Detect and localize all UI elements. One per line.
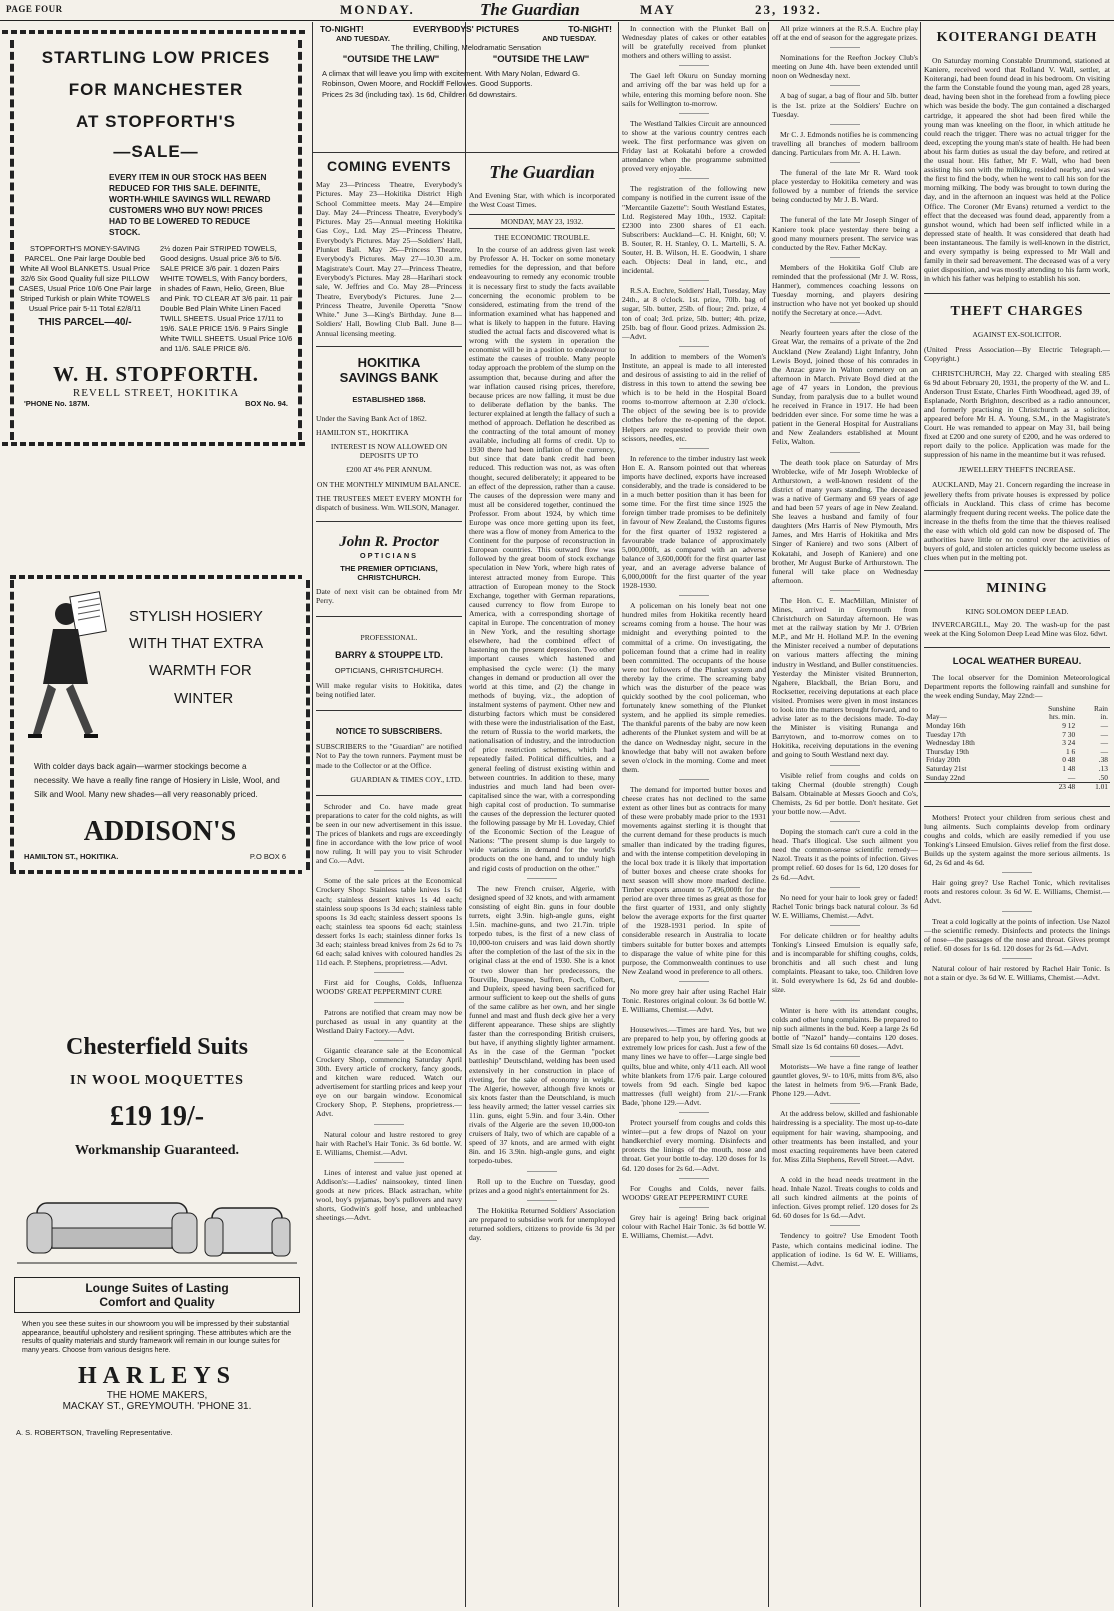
local-note-paragraph: The death took place on Saturday of Mrs Wroblecke, wife of Mr Joseph Wroblecke of Arthurstown, a well-known resident of the district of many years standing. The deceased was a native of Germany and 69 years of age and had been 57 years of age in New Zealand. She leaves a husband and family of four daughters (Mrs Harris of New Plymouth, Mrs James, and Mrs Harris of Hokitika and Mrs Singer of Kaniere) and two sons (Albert of Kokatahi, and Joseph of Kaniere) and one brother, Mr August Burke of Arthurstown. The funeral will take place on Wednesday afternoon. <box>772 457 918 585</box>
local-note-paragraph: Patrons are notified that cream may now be purchased as usual in any quantity at the Westland Dairy Factory.—Advt. <box>316 1007 462 1035</box>
column-3 <box>469 158 615 1608</box>
local-note-paragraph: Motorists—We have a fine range of leather gauntlet gloves, 9/- to 10/6, mitts from 8/6, also the latest in helmets from 9/6.—Frank Bade, Phone 129.—Advt. <box>772 1062 918 1099</box>
addison-name: ADDISON'S <box>83 816 237 847</box>
cinema-tonight-left: TO-NIGHT! <box>320 24 364 34</box>
weather-row: Saturday 21st 1 48 .13 <box>926 763 1108 773</box>
weather-title: LOCAL WEATHER BUREAU. <box>952 655 1082 667</box>
stopforth-parcel-list: STOPFORTH'S MONEY-SAVING PARCEL. One Pair large Double bed White All Wool BLANKETS. Usual Price 32/6 Six Good Quality full size PILLOW CASES, Usual Price 10/6 One Pair large Striped Turkish or plain White TOWELS Usual Price pair 5-11 Total £2/8/11 <box>18 244 152 313</box>
bank-heading-1: HOKITIKA <box>357 355 421 371</box>
harleys-tagline: THE HOME MAKERS, <box>106 1390 208 1401</box>
bank-interest: INTEREST IS NOW ALLOWED ON DEPOSITS UP TO <box>330 442 448 461</box>
proctor-sub: OPTICIANS <box>359 550 419 560</box>
column-6-ads <box>924 813 1110 982</box>
cinema-venue: EVERYBODYS' PICTURES <box>412 24 520 34</box>
harleys-rep: A. S. ROBERTSON, Travelling Representative. <box>16 1428 173 1437</box>
local-note-paragraph: Members of the Hokitika Golf Club are reminded that the professional (Mr J. W. Ross, Hanmer), commences coaching lessons on Tuesday morning, and players desiring instruction who have not yet booked up should notify the Secretary at once.—Advt. <box>772 262 918 318</box>
addison-heading-4: WINTER <box>174 690 234 707</box>
local-note-paragraph: The demand for imported butter boxes and cheese crates has not declined to the same extent as other lines but as contracts for many of these were probably made prior to the 1931 movements against sterling it is thought that the current demand for these products is much smaller than indicated by the trading figures, and with the intense competition developing in the local box trade it is likely that importation of butter boxes and cheese crate shooks for next season will show more marked decline. Timber exports amount to 7,496,000ft for the period are over three times as great as those for the first quarter of 1931, and only slightly below the average exports for the first quarter of the 1928-1931 period. In spite of considerable research in Australia to locate timbers suitable for butter boxes and attempts to disparage the value of white pine for this purpose, the Commonwealth continues to use New Zealand wood in preference to all others. <box>622 784 766 976</box>
local-note-paragraph: The funeral of the late Mr Joseph Singer of Kaniere took place yesterday there being a good many mourners present. The service was conducted by the Rev. Father McKay. <box>772 215 918 252</box>
mining-body: INVERCARGILL, May 20. The wash-up for the past week at the King Solomon Deep Lead Mine was 6loz. 6dwt. <box>924 620 1110 639</box>
local-note-paragraph: A bag of sugar, a bag of flour and 5lb. butter is the 1st. prize at the Soldiers' Euchre on Tuesday. <box>772 91 918 119</box>
bank-heading-2: SAVINGS BANK <box>339 370 439 386</box>
weather-row: Sunshine Rain <box>1048 703 1108 713</box>
stopforth-street: REVELL STREET, HOKITIKA <box>72 387 240 399</box>
masthead-month: MAY <box>640 2 676 17</box>
addison-body: With colder days back again—warmer stockings become a necessity. We have a really fine range of Hosiery in Lisle, Wool, and Silk and Wool. Many new shades—all very reasonably priced. <box>34 762 280 799</box>
barry-heading: PROFESSIONAL. <box>360 633 418 643</box>
theft-title: THEFT CHARGES <box>950 304 1084 320</box>
harleys-heading-1: Chesterfield Suits <box>66 1034 248 1060</box>
masthead-paper: The Guardian <box>480 0 580 19</box>
local-note-paragraph: Doping the stomach can't cure a cold in the head. That's illogical. Use such ailment you need the common-sense scientific remedy—Nazol. Treats it as the points of infection. Gives prompt relief. 60 doses for 1s 6d, 120 doses for 2s 6d.—Advt. <box>772 827 918 882</box>
jewel-title: JEWELLERY THEFTS INCREASE. <box>958 465 1076 475</box>
column-6 <box>924 24 1110 1608</box>
local-note-paragraph: A cold in the head needs treatment in the head. Inhale Nazol. Treats coughs to colds and all such kindred ailments at the points of infection. Gives prompt relief. 120 doses for 2s 6d. 60 doses for 1s 6d.—Advt. <box>772 1174 918 1221</box>
bank-minimum: ON THE MONTHLY MINIMUM BALANCE. <box>316 479 462 489</box>
local-note-paragraph: All prize winners at the R.S.A. Euchre play off at the end of season for the aggregate prizes. <box>772 24 918 43</box>
local-note-paragraph: The Westland Talkies Circuit are announced to show at the various country centres each week. The first performance was given on Friday last at Kokatahi before a crowded attendance when the programme submitted proved very enjoyable. <box>622 118 766 174</box>
local-note-paragraph: For Coughs and Colds, never fails. WOODS' GREAT PEPPERMINT CURE <box>622 1183 766 1202</box>
editorial-paragraph: In the course of an address given last week by Professor A. H. Tocker on some monetary remedies for the depression, and that before endeavouring to remedy any economic trouble it is necessary first to study the facts available concerning the economic problem to be considered, estimating from the trend of the information examined what has happened and what is likely to happen in the future. Having studied the actual facts and discovered what is wrong with the system in operation the economist will be in a position to endeavour to estimate the causes of trouble. Many people today approach the problem of the slump on the assumption that, because during and after the war inflation caused rising prices, therefore, because prices are now falling, it must be due to deliberate deflation by the banks. The lecturer explained at length the fallacy of such a method of approach. Deflation he described as the contracting of the total amount of money available, including all forms of credit. Up to 1930 there had been inflation of the currency, but since that date bank credit had been reduced. This reduction was not, as was often thought, secured deliberately; it appeared to be an effect of the depression, rather than a cause. The causes of the depression were many and must all be considered together, continued the Professor. From about 1924, by which time Europe was once more getting upon its feet, there was a flow of money from America to the Continent for the purpose of reconstruction in European countries. This outward flow was followed by the great boom of stock exchange speculation in New York, where high rates of interest attracted money from Europe. This attraction of European money to the Stock Exchange, together with German reparations, caused currency to flow from Europe to America, with a corresponding shortage of capital in Europe. The concentration of money in New York, and the resulting shortage elsewhere, had the combined effect of hastening on the present depression. Two other important causes which hastened and emphasised the cycle were: (1) the many changes in demand or production all over the world at this time, and (2) the change in methods of buying, viz., the adoption of instalment systems of payment. Other new and disturbing factors which must be considered with these were the industrialisation of the East, the return of Russia to the world markets, the nationalisation of industry, and the introduction of price restriction schemes, which had repeatedly failed. Political difficulties, and a general feeling of distrust existing within and between countries. In addition to these, many industries and much land had been over-capitalised since the war, with a corresponding high capital cost of production. To summarise the causes of the depression the lecturer quoted the following passage by Mr H. Loveday, Chief of the Economic Section of the League of Nations: "The present slump is due largely to wide variations in demand for the world's products on the one hand, and to unduly high and rigid costs of production on the other." <box>469 245 615 873</box>
column-5 <box>772 24 918 1608</box>
masthead-day: MONDAY. <box>340 2 415 17</box>
proctor-visit: Date of next visit can be obtained from Mr Perry. <box>316 586 462 606</box>
stopforth-towel-list: 2½ dozen Pair STRIPED TOWELS, Good designs. Usual price 3/6 to 5/6. SALE PRICE 3/6 pair. 1 dozen Pairs WHITE TOWELS, With Fancy borders, in shades of Fawn, Helio, Green, Blue and Pink. TO CLEAR AT 3/6 pair. 11 pair Double Bed Plain White Linen Faced TWILL SHEETS. Usual Price 17/11 to 19/6. SALE PRICE 15/6. 9 Pairs Single White TWILL SHEETS. Usual Price 10/6 and 11/6. SALE PRICE 8/6. <box>160 244 293 353</box>
editorial-paragraph: The Hokitika Returned Soldiers' Association are prepared to subsidise work for unemployed returned soldiers, citizens to provide 6s 3d per day. <box>469 1205 615 1243</box>
local-note-paragraph: Winter is here with its attendant coughs, colds and other lung complaints. Be prepared to nip such ailments in the bud. Keep a large 2s 6d bottle of "Nazol" handy—contains 120 doses. Small size 1s 6d contains 60 doses.—Advt. <box>772 1005 918 1051</box>
column-4 <box>622 24 766 1608</box>
stopforth-phone: 'PHONE No. 187M. <box>24 399 90 408</box>
theft-assoc: (United Press Association—By Electric Telegraph.—Copyright.) <box>924 345 1110 364</box>
editorial-paragraph: Roll up to the Euchre on Tuesday, good prizes and a good night's entertainment for 2s. <box>469 1176 615 1195</box>
cinema-days-left: AND TUESDAY. <box>336 34 390 43</box>
local-note-paragraph: For delicate children or for healthy adults Tonking's Linseed Emulsion is equally safe, and is incomparable for shifting coughs, colds, bronchitis and all such chest and lung complaints. Pleasant to take, too. Children love it. Sold everywhere 1s 6d, 2s 6d and double-size. <box>772 930 918 995</box>
jewel-body: AUCKLAND, May 21. Concern regarding the increase in jewellery thefts from private houses is expressed by police officials in Auckland. This class of crime has become alarmingly frequent during recent weeks. The police date the increase in the thefts from the time that the thieves realised the ease with which old gold can now be disposed of. The authorities have little or no control over the activities of buyers of gold, and stolen articles quickly become useless as clues when put in the melting pot. <box>924 480 1110 563</box>
masthead <box>0 0 1114 21</box>
stopforth-heading-3: AT STOPFORTH'S <box>75 112 237 131</box>
bank-trustees: THE TRUSTEES MEET EVERY MONTH for dispatch of business. Wm. WILSON, Manager. <box>316 493 462 512</box>
addison-ad <box>10 580 310 870</box>
column-2-locals <box>316 802 462 1223</box>
harleys-banner-2: Comfort and Quality <box>99 1295 215 1309</box>
weather-row: May— hrs. min. in. <box>926 712 1108 722</box>
koiterangi-body: On Saturday morning Constable Drummond, stationed at Kaniere, received word that Rolland V. Wall, settler, at Koiterangi, had been found dead in his bedroom. On visiting the farm the Constable found the young man, aged 28 years, dead, having been shot in the forehead from a fowling piece which was beside the body. The gun contained a discharged cartridge, it appeared the shot had been fired while the young man was kneeling on the floor, in which attitude he could reach the trigger. There was no actual trigger for the deed, excepting the young man's state of health. He had been about his farm duties as usual the day before, and retired at the usual hour. His father, Mr F. Wall, who had been assisting his son with the milking, resided nearby, and was the first to find the body, when he went to call his son for the morning milking. The body was brought to town during the day, and in the afternoon an inquest was held at the Police Office. The Coroner (Mr Evans) returned a verdict to the effect that the deceased was found dead, apparently from a gunshot wound, which had been self inflicted while in a depressed state of health. It was considered that death had been instantaneous. The family is well-known in the district, and every sympathy is being expressed to Mr Wall and family in their sad bereavement. The deceased was of a very quiet disposition, and was mostly attending to his farm work, in which his father was helping to establish his son. <box>924 56 1110 284</box>
local-note-paragraph: Natural colour and lustre restored to grey hair with Rachel's Hair Tonic. 3s 6d bottle. W. E. Williams, Chemist.—Advt. <box>316 1129 462 1157</box>
weather-table <box>924 705 1110 792</box>
addison-address: HAMILTON ST., HOKITIKA. <box>24 852 119 861</box>
bank-act: Under the Saving Bank Act of 1862. <box>316 414 427 424</box>
bank-amount: £200 AT 4% PER ANNUM. <box>346 465 432 475</box>
weather-body: The local observer for the Dominion Meteorological Department reports the following rainfall and sunshine for the week ending Sunday, May 22nd:— <box>924 672 1110 700</box>
lounge-suite-illustration <box>17 1173 297 1273</box>
local-note-paragraph: In addition to members of the Women's Institute, an appeal is made to all interested and desirous of assisting to aid in the relief of distress in this town to attend the sewing bee which is to be held in the Hospital Board rooms to-morrow afternoon at 2.30 o'clock. The object of the sewing bee is to provide clothes before the re-opening of the depot. Helpers are requested to provide their own scissors, needles, etc. <box>622 351 766 443</box>
editorial-paragraph: The new French cruiser, Algerie, with designed speed of 32 knots, and with armament consisting of eight 8in. guns in four double turrets, eight 3.9in. high-angle guns, eight 1.5in. machine-guns, and two 21.7in. triple torpedo tubes, is the first of a new class of 10,000-ton cruisers and was laid down shortly after the completion of the last of the six in the original class at the end of 1930. She is a knot or two slower than her predecessors, the Tourville, Duquesne, Suffren, Foch, Colbert, and Dupleix, speed having been sacrificed for armour sufficient to keep out the shells of guns of the same calibre as her own, and her single funnel and mast and flush deck give her a very different appearance. These ships are slightly faster than the corresponding British cruisers, but have, if anything slightly lighter armament. As in the case of the German "pocket battleship" Deutschland, welding has been used extensively in her construction in place of riveting, for the sake of economy in weight. The Algerie, however, although five knots or six knots faster than the Deutschland, is much less heavily armed; the latter vessel carries six 11in. guns, eight 5.9in. and four 3.4in. Other rivals of the Algerie are the seven 10,000-ton cruisers of Italy, two of which are capable of a speed of 37 knots, and are armed with eight 8in. and 16 3.9in. high-angle guns, and eight torpedo-tubes. <box>469 883 615 1166</box>
local-note-paragraph: Tendency to goitre? Use Emodent Tooth Paste, which contains medicinal iodine. The application of iodine. 1s 6d W. E. Williams, Chemist.—Advt. <box>772 1231 918 1268</box>
mining-sub: KING SOLOMON DEEP LEAD. <box>965 607 1069 617</box>
local-note-paragraph: Nominations for the Reefton Jockey Club's meeting on June 4th. have been extended until noon on Wednesday next. <box>772 53 918 81</box>
cinema-tonight-right: TO-NIGHT! <box>568 24 612 34</box>
proctor-ad <box>316 522 462 617</box>
local-note-paragraph: The Gael left Okuru on Sunday morning and arriving off the bar was held up for a while, entering this morning before noon. She sails for Wellington to-morrow. <box>622 71 766 108</box>
koiterangi-title: KOITERANGI DEATH <box>936 30 1098 45</box>
advert-paragraph: Mothers! Protect your children from serious chest and lung ailments. Such complaints develop from ordinary coughs and colds, which are easily remedied if you use Tonking's Linseed Emulsion. Gives relief from the first dose. Builds up the system against the more serious ailments. 1s 6d, 2s 6d and 4s 6d. <box>924 812 1110 868</box>
subscribers-body: SUBSCRIBERS to the "Guardian" are notified Not to Pay the town runners. Payment must be made to the Collector or at the Office. <box>316 742 462 770</box>
stopforth-name: W. H. STOPFORTH. <box>52 362 260 386</box>
mining-title: MINING <box>986 581 1048 597</box>
editorial-date: MONDAY, MAY 23, 1932. <box>469 214 615 229</box>
stopforth-intro: EVERY ITEM IN OUR STOCK HAS BEEN REDUCED FOR THIS SALE. DEFINITE, WORTH-WHILE SAVINGS WILL REWARD CUSTOMERS WHO BUY NOW! PRICES HAD TO BE LOWERED TO REDUCE STOCK. <box>109 172 271 237</box>
cinema-ad <box>316 22 616 152</box>
stopforth-box: BOX No. 94. <box>245 399 288 408</box>
cinema-body: A climax that will leave you limp with excitement. With Mary Nolan, Edward G. Robinson, Owen Moore, and Rockliff Fellowes. Good Supports. <box>322 69 581 88</box>
local-note-paragraph: No need for your hair to look grey or faded! Rachel Tonic brings back natural colour. 3s 6d W. E. Williams, Chemist.—Advt. <box>772 892 918 920</box>
weather-row: Sunday 22nd — .50 <box>926 772 1108 782</box>
cinema-prices: Prices 2s 3d (including tax). 1s 6d, Children 6d downstairs. <box>322 90 518 99</box>
bank-ad <box>316 355 462 522</box>
proctor-logo: John R. Proctor <box>339 533 439 550</box>
weather-row: 23 48 1.01 <box>924 783 1110 792</box>
local-note-paragraph: Grey hair is ageing! Bring back original colour with Rachel Hair Tonic. 3s 6d bottle W. E. Williams, Chemist.—Advt. <box>622 1212 766 1240</box>
harleys-name: HARLEYS <box>77 1363 237 1389</box>
local-note-paragraph: Some of the sale prices at the Economical Crockery Shop: Stainless table knives 1s 6d each; stainless dessert knives 1s 4d each; stainless soup spoons 1s 3d each; stainless table spoons 1s 3d each; stainless dessert spoons 1s each; stainless tea spoons 6d each; stainless dessert forks 1s each; stainless dinner forks 1s 3d each; stainless bread knives from 2s 6d to 7s 6d each; salad knives with coloured handles 2s 11d each. P. Stephens, proprietress.—Advt. <box>316 876 462 968</box>
local-note-paragraph: A policeman on his lonely beat not one hundred miles from Hokitika recently heard screams coming from a house. The hour was midnight and everything pointed to the committal of a crime. On investigating, the policeman found that a crime had in reality been committed. The occupants of the house were not followers of the Plunket system and thereby lay the crime. The screaming baby which was the disturber of the peace was quickly soothed by the cool policeman, who fortunately knew something of the Plunket system, and he applied its simple remedies. The thankful parents of the baby are now keen adherents of the Plunket system and will be at the dance on Wednesday night, secure in the knowledge that baby will not awaken before seven o'clock in the morning. Come and meet them. <box>622 601 766 774</box>
editorial-masthead: The Guardian <box>489 162 595 182</box>
cinema-film-title-right: "OUTSIDE THE LAW" <box>492 54 590 65</box>
cinema-tagline: The thrilling, Chilling, Melodramatic Sensation <box>391 43 541 52</box>
advert-paragraph: Natural colour of hair restored by Rachel Hair Tonic. Is not a stain or dye. 3s 6d W. E. Williams, Chemist.—Advt. <box>924 963 1110 983</box>
theft-body: CHRISTCHURCH, May 22. Charged with stealing £85 6s 9d about February 20, 1931, the property of the W. and L. Anderson Trust Estate, Charles Firth Woodhead, aged 39, of Esplanade, North Brighton, described as a radio announcer, and formerly practising in Christchurch as a solicitor, appeared before Mr H. A. Young, S.M., in the Magistrate's Court. He was remanded to appear on May 31, bail being fixed at £200 and one surety of £200, and he was ordered to report daily to the police. Application was made for the suppression of his name in the meantime but it was refused. <box>924 368 1110 460</box>
harleys-address: MACKAY ST., GREYMOUTH. 'PHONE 31. <box>62 1401 252 1412</box>
local-note-paragraph: The registration of the following new company is notified in the current issue of the "Mercantile Gazette": South Westland Estates, Ltd. Registered May 10th., 1932. Capital: £2300 into 2300 shares of £1 each. Subscribers: Auckland—C. H. Knight, 60; V. B. Souter, R. H. Stanley, O. L. Martelli, S. A. Souter, H. B. Wilson, H. E. Goodwin, 1 share each. Objects: Deal in land, etc., and incidental. <box>622 184 766 276</box>
local-note-paragraph: No more grey hair after using Rachel Hair Tonic. Restores original colour. 3s 6d bottle W. E. Williams, Chemist.—Advt. <box>622 986 766 1015</box>
column-2 <box>316 158 462 1608</box>
harleys-price: £19 19/- <box>109 1101 205 1132</box>
local-note-paragraph: First aid for Coughs, Colds, Influenza WOODS' GREAT PEPPERMINT CURE <box>316 978 462 997</box>
local-note-paragraph: In reference to the timber industry last week Hon E. A. Ransom pointed out that whereas imports have declined, exports have increased considerably, and the trade is considered to be in a much better position than it has been for some time. For the first time since 1925 the foreign timber trade promises to be definitely in favour of New Zealand, the Customs figures for the first quarter of 1932 registered a favourable trade balance of approximately 5,000,000ft, as compared with an adverse balance of 3,600,000ft for the first quarter last year, and an average adverse balance of 6,000,000ft for the first quarter of the year 1928-1930. <box>622 453 766 591</box>
harleys-heading-3: Workmanship Guaranteed. <box>74 1143 240 1158</box>
stopforth-heading-2: FOR MANCHESTER <box>68 80 244 99</box>
local-note-paragraph: Nearly fourteen years after the close of the Great War, the remains of a private of the 2nd Auckland (New Zealand) Light Infantry, John Lewis Boyd, joined those of his comrades in the Anzac grave in Walton cemetery on an afternoon in March. Private Boyd died at the age of 47 years in London, the previous Sunday, from paralysis due to a bullet wound he received in France in 1917. He had been bedridden ever since. For some time he was a patient in the General Hospital for Australians and New Zealanders established at Mount Felix, Walton. <box>772 328 918 447</box>
harleys-ad <box>8 1010 306 1600</box>
barry-ad <box>316 617 462 711</box>
addison-box: P.O BOX 6 <box>249 852 286 861</box>
local-note-paragraph: Visible relief from coughs and colds on taking Chermal (double strength) Cough Balsam. Obtainable at Messrs Gooch and Co's, Chemists, 2s 6d per bottle. Don't hesitate. Get your bottle now.—Advt. <box>772 770 918 816</box>
local-note-paragraph: Protect yourself from coughs and colds this winter—put a few drops of Nazol on your handkerchief every morning. Disinfects and protects the linings of the mouth, nose and throat. Get your bottle to-day. 120 doses for 1s 6d. 120 doses for 2s 6d.—Advt. <box>622 1118 766 1173</box>
local-note-paragraph: The funeral of the late Mr R. Ward took place yesterday to Hokitika cemetery and was followed by a number of friends the service being conducted by Mr J. B. Ward. <box>772 168 918 205</box>
local-note-paragraph: Mr C. J. Edmonds notifies he is commencing travelling all branches of modern ballroom dancing. Particulars from Mr. A. H. Lawn. <box>772 129 918 157</box>
addison-heading-1: STYLISH HOSIERY <box>129 608 263 625</box>
subscribers-notice <box>316 711 462 795</box>
editorial-sub: And Evening Star, with which is incorporated the West Coast Times. <box>469 191 615 210</box>
cinema-film-title-left: "OUTSIDE THE LAW" <box>342 54 440 65</box>
local-note-paragraph: In connection with the Plunket Ball on Wednesday plates of cakes or other eatables will be gratefully received from plunket mothers and others willing to assist. <box>622 24 766 61</box>
page-number: PAGE FOUR <box>6 4 63 14</box>
cinema-days-right: AND TUESDAY. <box>542 34 596 43</box>
weather-row: Tuesday 17th 7 30 — <box>926 729 1108 739</box>
addison-heading-3: WARMTH FOR <box>149 662 252 679</box>
local-note-paragraph: The Hon. C. E. MacMillan, Minister of Mines, arrived in Greymouth from Christchurch on Saturday afternoon. He was met at the railway station by Mr J. O'Brien M.P., and Mr H. Holland M.P. In the evening the Minister received a number of deputations on various matters affecting the mining industry in Westland, and Buller constituencies. Yesterday the Minister visited Brunnerton, Ngahere, Blackball, the Brian Boru, and Rocksetter, receiving deputations at each place visited. Promises were given in most instances to look into the matters brought forward, and to advise later as to the decisions made. To-day the Minister is visiting Runanga and Barrytown, and to-morrow comes on to Hokitika, receiving deputations in the evening and going to South Westland next day. <box>772 595 918 760</box>
coming-events-title: COMING EVENTS <box>327 158 451 174</box>
weather-row: Monday 16th 9 12 — <box>926 720 1108 730</box>
stopforth-ad <box>10 40 302 440</box>
weather-row: Friday 20th 0 48 .38 <box>926 755 1108 765</box>
woman-reading-illustration <box>18 584 118 754</box>
local-note-paragraph: Lines of interest and value just opened at Addison's:—Ladies' nainsookey, tinted linen goods at new prices. Black astrachan, white wool, boy's pyjamas, boy's pullovers and navy shorts, Godwin's golf hose, and unbleached sheetings.—Advt. <box>316 1167 462 1223</box>
harleys-heading-2: IN WOOL MOQUETTES <box>70 1073 244 1088</box>
addison-heading-2: WITH THAT EXTRA <box>129 635 264 652</box>
stopforth-heading-4: —SALE— <box>113 142 199 161</box>
harleys-banner-1: Lounge Suites of Lasting <box>85 1281 229 1295</box>
editorial-body <box>469 245 615 1242</box>
subscribers-title: NOTICE TO SUBSCRIBERS. <box>335 727 443 737</box>
weather-row: Wednesday 18th 3 24 — <box>926 738 1108 748</box>
local-note-paragraph: Housewives.—Times are hard. Yes, but we are prepared to help you, by offering goods at extremely low prices for cash. Just a few of the many lines we have to offer—Large single bed quilts, blue and white, only 4/11 each. All wool white blankets from 17/6 pair. Large coloured towels from 9d each. Single bed kapoc mattresses (full weight) from 21/-.—Frank Bade, 'phone 129.—Advt. <box>622 1025 766 1107</box>
proctor-title: THE PREMIER OPTICIANS, CHRISTCHURCH. <box>340 563 438 582</box>
barry-name: BARRY & STOUPPE LTD. <box>335 650 443 661</box>
bank-street: HAMILTON ST., HOKITIKA <box>316 428 409 438</box>
editorial-heading: THE ECONOMIC TROUBLE. <box>494 233 590 243</box>
coming-events-list: May 23—Princess Theatre, Everybody's Pictures. May 23—Hokitika District High School Committee meets. May 24—Empire Day. May 24—Princess Theatre, Everybody's Pictures. May 25—Annual meeting Hokitika Gas Coy., Ltd. May 25—Princess Theatre, Everybody's Pictures. May 25—Soldiers' Hall, Plunket Ball. May 26—Princess Theatre, Everybody's Pictures. May 27—10.30 a.m. Magistrate's Court. May 27—Princess Theatre, Everybody's Pictures. May 28—Harihari stock sale, W. Jeffries and Co. May 28—Princess Theatre, Everybody's Pictures. June 2—Princess Theatre, Juvenile Operetta "Snow White." June 3—King's Birthday. June 8—Soldiers' Hall, Bowling Club Ball. June 8—Annual licensing meeting. <box>316 180 462 338</box>
local-note-paragraph: At the address below, skilled and fashionable hairdressing is a speciality. The most up-to-date equipment for hair waving, shampooing, and other treatments has been installed, and your most exacting requirements have been catered for. Miss Zilla Stephens, Revell Street.—Advt. <box>772 1109 918 1164</box>
barry-body: Will make regular visits to Hokitika, dates being notified later. <box>316 681 462 700</box>
barry-sub: OPTICIANS, CHRISTCHURCH. <box>334 666 444 676</box>
stopforth-heading-1: STARTLING LOW PRICES <box>41 48 271 67</box>
advert-paragraph: Treat a cold logically at the points of infection. Use Nazol—the scientific remedy. Disinfects and protects the linings of nose—the passages of the nose and throat. Gives prompt relief. 60 doses for 1s 6d. 120 doses for 2s 6d.—Advt. <box>924 916 1110 953</box>
local-note-paragraph: Schroder and Co. have made great preparations to cater for the cold nights, as will be seen in our new advertisement in this issue. The prices of blankets and rugs are exceedingly fine in accordance with the low price of wool now ruling. It will pay you to visit Schroder and Co.—Advt. <box>316 801 462 866</box>
harleys-body: When you see these suites in our showroom you will be impressed by their substantial appearance, beautiful upholstery and resilient springing. These attributes which are the results of quality materials and sturdy framework will remain in our lounge suites for many years. Choose from various designs here. <box>22 1321 292 1354</box>
subscribers-sign: GUARDIAN & TIMES COY., LTD. <box>350 774 462 784</box>
local-note-paragraph: R.S.A. Euchre, Soldiers' Hall, Tuesday, May 24th., at 8 o'clock. 1st. prize, 70lb. bag of sugar, 5lb. butter, 25lb. of flour; 2nd. prize, 4 ton of coal; 3rd. prize, 5lb. butter; 4th. prize, 25lb. bag of flour. Good prizes. Admission 2s.—Advt. <box>622 286 766 341</box>
masthead-date: 23, 1932. <box>755 2 822 17</box>
advert-paragraph: Hair going grey? Use Rachel Tonic, which revitalises roots and restores colour. 3s 6d W. E. Williams, Chemist.—Advt. <box>924 878 1110 906</box>
stopforth-parcel-total: THIS PARCEL—40/- <box>38 317 132 328</box>
weather-row: Thursday 19th 1 6 — <box>926 746 1108 756</box>
local-note-paragraph: Gigantic clearance sale at the Economical Crockery Shop, commencing Saturday April 30th. Every article of crockery, fancy goods, and kitchen ware reduced. Watch our advertisement for startling prices and keep your eye on our bargain window. Economical Crockery Shop, P. Stephens, proprietress.—Advt. <box>316 1045 462 1119</box>
theft-sub: AGAINST EX-SOLICITOR. <box>972 330 1062 340</box>
bank-established: ESTABLISHED 1868. <box>352 395 426 405</box>
